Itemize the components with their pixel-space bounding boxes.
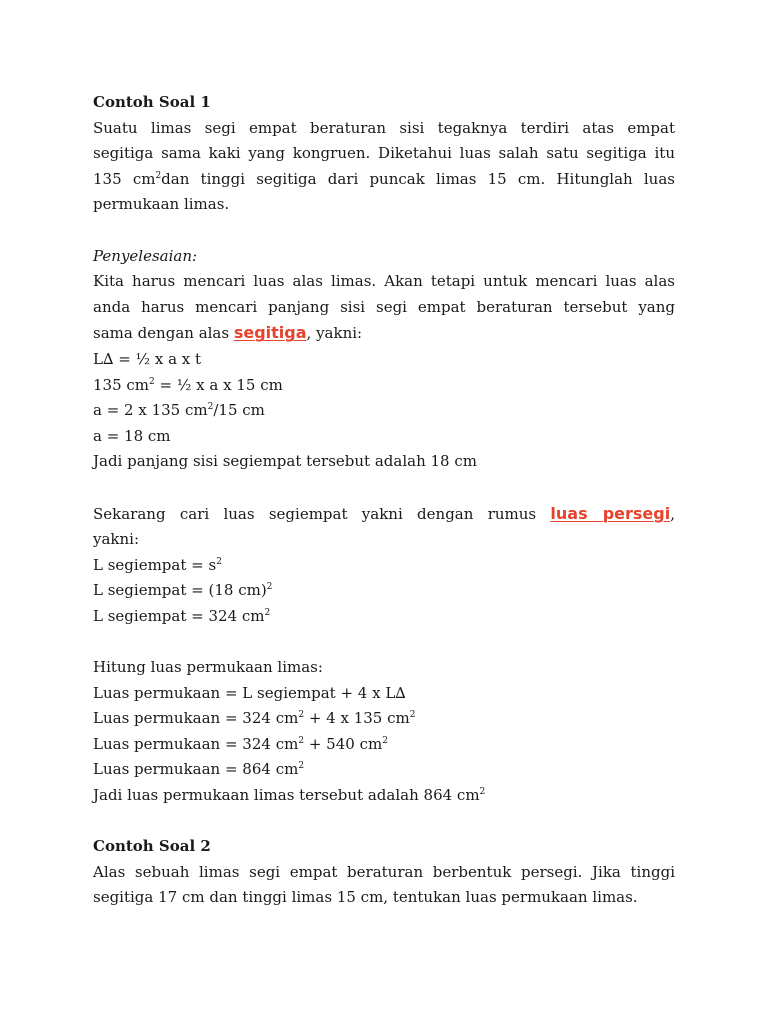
equation-line: Luas permukaan = L segiempat + 4 x L∆ xyxy=(93,683,406,702)
text-segment: + 540 cm xyxy=(304,734,383,753)
persegi-line xyxy=(93,501,675,528)
superscript: 2 xyxy=(216,556,222,567)
equation-line xyxy=(93,757,675,783)
text-segment: , xyxy=(670,504,676,523)
superscript: 2 xyxy=(479,787,486,798)
luas-persegi-link[interactable]: luas persegi xyxy=(550,503,671,523)
superscript: 2 xyxy=(155,170,162,181)
spacer xyxy=(93,629,675,655)
soal1-question-line xyxy=(93,167,675,193)
equation-line xyxy=(93,373,675,399)
text-segment: dan tinggi segitiga dari puncak limas 15 cm. Hitunglah luas xyxy=(161,169,675,188)
spacer xyxy=(93,218,675,244)
equation-line xyxy=(93,398,675,424)
equation-line xyxy=(93,604,675,630)
superscript: 2 xyxy=(207,402,214,413)
equation-line: a = 18 cm xyxy=(93,426,171,445)
text-segment: L segiempat = s xyxy=(93,555,217,574)
conclusion-line: Jadi panjang sisi segiempat tersebut adalah 18 cm xyxy=(93,452,477,471)
equation-line: L∆ = ½ x a x t xyxy=(93,349,202,368)
text-segment: a = 2 x 135 cm xyxy=(93,401,208,420)
equation-line xyxy=(93,706,675,732)
solution-line xyxy=(93,320,675,347)
solution-label: Penyelesaian: xyxy=(93,246,198,265)
permukaan-heading: Hitung luas permukaan limas: xyxy=(93,658,323,677)
superscript: 2 xyxy=(266,582,273,593)
soal2-question-line: Alas sebuah limas segi empat beraturan berbentuk persegi. Jika tinggi xyxy=(93,862,675,881)
soal1-question-line: Suatu limas segi empat beraturan sisi tegaknya terdiri atas empat xyxy=(93,118,675,137)
superscript: 2 xyxy=(298,710,305,721)
superscript: 2 xyxy=(149,376,155,387)
persegi-line: yakni: xyxy=(93,530,140,549)
text-segment: Luas permukaan = 324 cm xyxy=(93,734,299,753)
spacer xyxy=(93,475,675,501)
text-segment: Sekarang cari luas segiempat yakni dengan rumus xyxy=(93,504,551,523)
equation-line xyxy=(93,578,675,604)
soal1-question-line: permukaan limas. xyxy=(93,195,230,214)
soal2-question-line: segitiga 17 cm dan tinggi limas 15 cm, tentukan luas permukaan limas. xyxy=(93,888,638,907)
text-segment: Luas permukaan = 864 cm xyxy=(93,760,299,779)
document-page xyxy=(93,90,675,911)
text-segment: sama dengan alas xyxy=(93,324,234,343)
superscript: 2 xyxy=(298,735,305,746)
text-segment: 135 cm xyxy=(93,169,156,188)
soal1-title: Contoh Soal 1 xyxy=(93,93,211,111)
segitiga-link[interactable]: segitiga xyxy=(233,323,307,343)
soal2-title: Contoh Soal 2 xyxy=(93,837,211,856)
solution-line: Kita harus mencari luas alas limas. Akan tetapi untuk mencari luas alas xyxy=(93,272,675,291)
text-segment: 135 cm xyxy=(93,375,150,394)
text-segment: , yakni: xyxy=(306,324,363,343)
text-segment: L segiempat = (18 cm) xyxy=(93,581,267,600)
superscript: 2 xyxy=(264,607,271,618)
text-segment: L segiempat = 324 cm xyxy=(93,606,265,625)
text-segment: Luas permukaan = 324 cm xyxy=(93,709,299,728)
text-segment: Jadi luas permukaan limas tersebut adalah 864 cm xyxy=(93,786,480,805)
soal1-question-line: segitiga sama kaki yang kongruen. Diketahui luas salah satu segitiga itu xyxy=(93,144,675,163)
solution-line: anda harus mencari panjang sisi segi empat beraturan tersebut yang xyxy=(93,297,675,316)
text-segment: /15 cm xyxy=(213,401,265,420)
equation-line xyxy=(93,732,675,758)
superscript: 2 xyxy=(409,710,416,721)
spacer xyxy=(93,809,675,835)
text-segment: = ½ x a x 15 cm xyxy=(154,375,283,394)
conclusion-line xyxy=(93,783,675,809)
superscript: 2 xyxy=(382,735,388,746)
superscript: 2 xyxy=(298,761,305,772)
equation-line xyxy=(93,553,675,579)
text-segment: + 4 x 135 cm xyxy=(304,709,410,728)
